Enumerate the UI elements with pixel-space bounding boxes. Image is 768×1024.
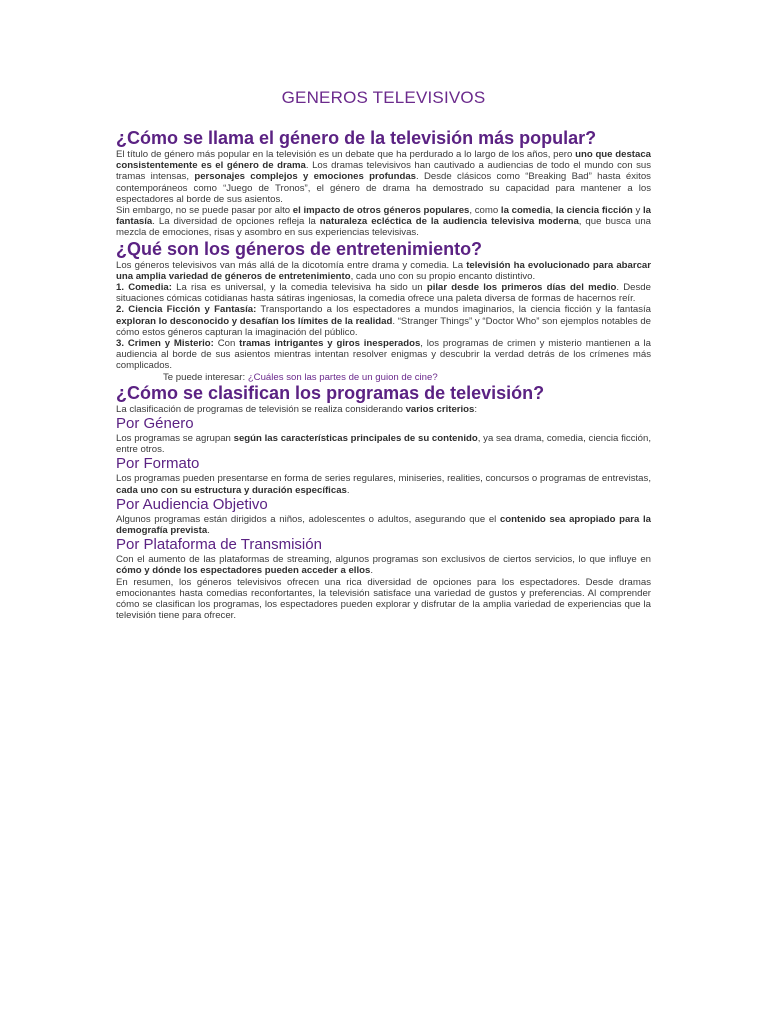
related-article-link[interactable]: ¿Cuáles son las partes de un guion de cine? xyxy=(247,371,438,383)
text-run: Con el aumento de las plataformas de streaming, algunos programas son exclusivos de ciertos servicios, lo que influye en xyxy=(116,554,651,566)
text-run: Algunos programas están dirigidos a niños, adolescentes o adultos, asegurando que el xyxy=(116,513,500,525)
paragraph-comedia xyxy=(116,282,651,304)
paragraph-por-audiencia xyxy=(116,514,651,536)
bold-text: varios criterios xyxy=(405,403,475,415)
bold-text: el impacto de otros géneros populares xyxy=(292,205,470,217)
text-run: , los programas de crimen y misterio mantienen a la audiencia al borde de sus asientos mientras intentan resolver enigmas y descubrir la verdad detrás de los crímenes más complicados. xyxy=(116,338,651,372)
bold-text: la comedia xyxy=(500,205,551,217)
text-run: Los géneros televisivos van más allá de la dicotomía entre drama y comedia. La xyxy=(116,259,467,271)
bold-text: uno que destaca consistentemente es el género de drama xyxy=(116,149,651,172)
bold-text: la fantasía xyxy=(116,205,651,228)
subheading-por-audiencia: Por Audiencia Objetivo xyxy=(116,495,268,513)
bold-text: 2. Ciencia Ficción y Fantasía: xyxy=(116,304,257,316)
document-title: GENEROS TELEVISIVOS xyxy=(281,88,486,107)
text-run: La clasificación de programas de televisión se realiza considerando xyxy=(116,403,406,415)
text-run: Los programas pueden presentarse en forma de series regulares, miniseries, realities, concursos o programas de entrevistas, xyxy=(116,473,651,485)
text-run: . La diversidad de opciones refleja la xyxy=(152,216,320,228)
heading-genero-mas-popular: ¿Cómo se llama el género de la televisión más popular? xyxy=(116,128,597,148)
text-run: . Desde situaciones cómicas cotidianas hasta sátiras ingeniosas, la comedia ofrece una paleta diversa de formas de hacernos reír. xyxy=(116,282,651,305)
paragraph-ciencia-ficcion xyxy=(116,304,651,338)
bold-text: tramas intrigantes y giros inesperados xyxy=(239,338,421,350)
text-run: , xyxy=(550,205,556,217)
document-page xyxy=(116,88,651,622)
related-prefix: Te puede interesar: xyxy=(163,371,248,383)
related-article xyxy=(116,372,651,383)
text-run: , ya sea drama, comedia, ciencia ficción, entre otros. xyxy=(116,433,651,456)
paragraph-criterios xyxy=(116,404,651,415)
bold-text: según las características principales de su contenido xyxy=(233,433,478,445)
bold-text: exploran lo desconocido y desafían los límites de la realidad xyxy=(116,315,393,327)
text-run: . xyxy=(207,525,210,537)
paragraph-por-formato xyxy=(116,473,651,495)
text-run: En resumen, los géneros televisivos ofrecen una rica diversidad de opciones para los espectadores. Desde dramas emocionantes hasta comedias reconfortantes, la televisión satisface una variedad de gustos y preferencias. Al comprender cómo se clasifican los programas, los espectadores pueden explorar y disfrutar de la amplia variedad de experiencias que la televisión tiene para ofrecer. xyxy=(116,576,651,622)
heading-generos-entretenimiento: ¿Qué son los géneros de entretenimiento? xyxy=(116,238,483,259)
subheading-por-genero: Por Género xyxy=(116,415,194,433)
text-run: : xyxy=(474,403,478,415)
paragraph-conclusion xyxy=(116,577,651,622)
bold-text: personajes complejos y emociones profundas xyxy=(194,171,417,183)
text-run: La risa es universal, y la comedia televisiva ha sido un xyxy=(171,282,427,294)
subheading-por-formato: Por Formato xyxy=(116,455,200,473)
paragraph-otros-generos xyxy=(116,205,651,239)
text-run: , que busca una mezcla de emociones, risas y asombro en sus experiencias televisivas. xyxy=(116,216,651,239)
text-run: . xyxy=(370,565,373,577)
subheading-por-plataforma: Por Plataforma de Transmisión xyxy=(116,536,322,554)
bold-text: contenido sea apropiado para la demografía prevista xyxy=(116,513,651,537)
text-run: , cada uno con su propio encanto distintivo. xyxy=(350,270,536,282)
bold-text: pilar desde los primeros días del medio xyxy=(426,282,617,294)
text-run: Sin embargo, no se puede pasar por alto xyxy=(116,205,293,217)
bold-text: 1. Comedia: xyxy=(116,282,172,294)
text-run: . Desde clásicos como “Breaking Bad” hasta éxitos contemporáneos como “Juego de Tronos”, el género de drama ha demostrado su capacidad para mantener a los espectadores al borde de sus asientos. xyxy=(116,171,651,205)
text-run: . Los dramas televisivos han cautivado a audiencias de todo el mundo con sus tramas intensas, xyxy=(116,160,652,183)
paragraph-por-plataforma xyxy=(116,554,651,576)
text-run: , como xyxy=(469,205,501,217)
paragraph-intro-generos xyxy=(116,260,651,282)
bold-text: naturaleza ecléctica de la audiencia televisiva moderna xyxy=(319,216,579,228)
paragraph-crimen-misterio xyxy=(116,338,651,372)
text-run: El título de género más popular en la televisión es un debate que ha perdurado a lo largo de los años, pero xyxy=(116,149,576,160)
text-run: . xyxy=(346,484,350,496)
bold-text: 3. Crimen y Misterio: xyxy=(116,338,214,350)
text-run: Los programas se agrupan xyxy=(116,433,234,445)
bold-text: la ciencia ficción xyxy=(555,205,633,217)
text-run: Transportando a los espectadores a mundos imaginarios, la ciencia ficción y la fantasía xyxy=(256,304,652,316)
heading-clasificacion-programas: ¿Cómo se clasifican los programas de televisión? xyxy=(116,382,545,403)
bold-text: cada uno con su estructura y duración específicas xyxy=(116,484,347,496)
paragraph-por-genero xyxy=(116,433,651,455)
text-run: Con xyxy=(213,338,240,350)
text-run: . “Stranger Things” y “Doctor Who” son ejemplos notables de cómo estos géneros capturan la imaginación del público. xyxy=(116,315,652,338)
bold-text: televisión ha evolucionado para abarcar una amplia variedad de géneros de entretenimiento xyxy=(116,259,651,282)
text-run: y xyxy=(632,205,643,217)
bold-text: cómo y dónde los espectadores pueden acceder a ellos xyxy=(116,565,371,577)
paragraph-genero-drama xyxy=(116,149,651,205)
